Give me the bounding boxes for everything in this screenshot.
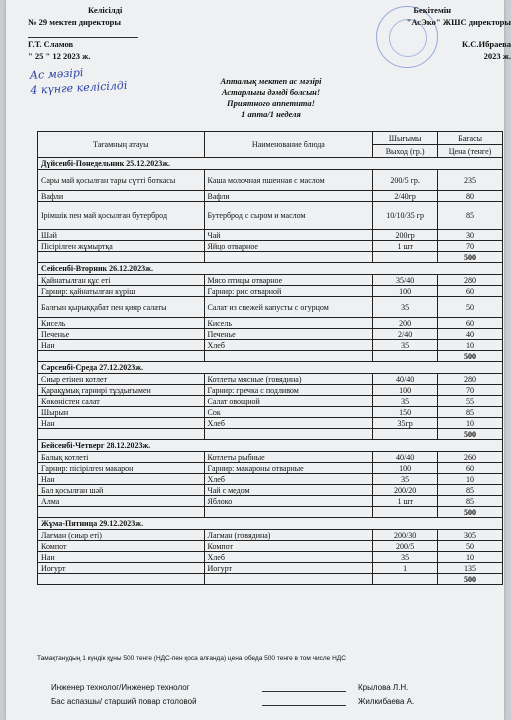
dish-price: 235 bbox=[438, 170, 503, 191]
dish-output: 35 bbox=[373, 340, 438, 351]
title-line-3: Приятного аппетита! bbox=[227, 98, 315, 108]
dish-name-ru: Салат овощной bbox=[204, 396, 373, 407]
header-output-ru: Выход (гр.) bbox=[373, 145, 438, 158]
dish-output: 35 bbox=[373, 396, 438, 407]
dish-name-ru: Компот bbox=[204, 541, 373, 552]
approved-date: 2023 ж. bbox=[483, 51, 511, 61]
menu-body bbox=[38, 158, 503, 585]
dish-output: 100 bbox=[373, 286, 438, 297]
menu-document bbox=[6, 0, 511, 720]
dish-output: 200 bbox=[373, 318, 438, 329]
table-row bbox=[38, 385, 503, 396]
header-output-kz: Шығымы bbox=[373, 132, 438, 145]
dish-price: 10 bbox=[438, 474, 503, 485]
company-director-name: К.С.Ибраева bbox=[461, 39, 511, 49]
dish-name-ru: Гарнир: макароны отварные bbox=[204, 463, 373, 474]
dish-name-ru: Котлеты мясные (говядина) bbox=[204, 374, 373, 385]
menu-title bbox=[156, 76, 386, 120]
dish-name-ru: Котлеты рыбные bbox=[204, 452, 373, 463]
table-row bbox=[38, 191, 503, 202]
header-price-kz: Бағасы bbox=[438, 132, 503, 145]
dish-price: 30 bbox=[438, 230, 503, 241]
dish-output: 35 bbox=[373, 474, 438, 485]
dish-output: 2/40гр bbox=[373, 191, 438, 202]
dish-price: 280 bbox=[438, 275, 503, 286]
dish-name-kz: Печенье bbox=[38, 329, 205, 340]
table-row bbox=[38, 452, 503, 463]
dish-name-kz: Пісірілген жұмыртқа bbox=[38, 241, 205, 252]
empty-cell bbox=[204, 351, 373, 362]
table-row bbox=[38, 241, 503, 252]
table-row bbox=[38, 496, 503, 507]
table-row bbox=[38, 297, 503, 318]
dish-output: 200/30 bbox=[373, 530, 438, 541]
signature-role-1: Инженер технолог/Инженер технолог bbox=[51, 683, 190, 692]
empty-cell bbox=[204, 252, 373, 263]
director-name: Г.Т. Сламов bbox=[28, 39, 74, 49]
signature-name-1: Крылова Л.Н. bbox=[358, 683, 409, 692]
dish-price: 50 bbox=[438, 297, 503, 318]
empty-cell bbox=[373, 351, 438, 362]
table-row bbox=[38, 541, 503, 552]
dish-output: 2/40 bbox=[373, 329, 438, 340]
dish-name-ru: Каша молочная пшенная с маслом bbox=[204, 170, 373, 191]
day-heading: Сейсенбі-Вторник 26.12.2023ж. bbox=[38, 263, 503, 275]
dish-output: 35 bbox=[373, 552, 438, 563]
dish-price: 70 bbox=[438, 241, 503, 252]
dish-name-ru: Чай с медом bbox=[204, 485, 373, 496]
table-row bbox=[38, 374, 503, 385]
dish-price: 135 bbox=[438, 563, 503, 574]
dish-name-kz: Балық котлеті bbox=[38, 452, 205, 463]
dish-name-kz: Нан bbox=[38, 474, 205, 485]
dish-name-ru: Хлеб bbox=[204, 552, 373, 563]
price-footnote: Тамақтанудың 1 күндік құны 500 тенге (НДС-пен қоса алғанда) цена обеда 500 тенге в том числе НДС bbox=[37, 655, 346, 662]
day-heading: Жұма-Пятница 29.12.2023ж. bbox=[38, 518, 503, 530]
dish-name-ru: Бутерброд с сыром и маслом bbox=[204, 202, 373, 230]
approved-label: Бекітемін bbox=[413, 5, 451, 15]
dish-name-ru: Яйцо отварное bbox=[204, 241, 373, 252]
table-row bbox=[38, 396, 503, 407]
dish-price: 50 bbox=[438, 541, 503, 552]
dish-name-ru: Хлеб bbox=[204, 418, 373, 429]
dish-output: 10/10/35 гр bbox=[373, 202, 438, 230]
dish-price: 60 bbox=[438, 318, 503, 329]
day-heading: Бейсенбі-Четверг 28.12.2023ж. bbox=[38, 440, 503, 452]
table-row bbox=[38, 463, 503, 474]
table-row bbox=[38, 275, 503, 286]
dish-output: 200/20 bbox=[373, 485, 438, 496]
dish-name-ru: Хлеб bbox=[204, 340, 373, 351]
day-total: 500 bbox=[438, 574, 503, 585]
dish-name-kz: Иогурт bbox=[38, 563, 205, 574]
empty-cell bbox=[373, 507, 438, 518]
dish-name-kz: Нан bbox=[38, 340, 205, 351]
dish-name-kz: Кисель bbox=[38, 318, 205, 329]
empty-cell bbox=[373, 574, 438, 585]
signature-line-2 bbox=[262, 705, 346, 706]
dish-name-kz: Нан bbox=[38, 552, 205, 563]
dish-name-ru: Кисель bbox=[204, 318, 373, 329]
dish-price: 60 bbox=[438, 286, 503, 297]
table-row bbox=[38, 230, 503, 241]
table-row bbox=[38, 202, 503, 230]
dish-output: 200/5 bbox=[373, 541, 438, 552]
dish-output: 100 bbox=[373, 385, 438, 396]
table-row bbox=[38, 407, 503, 418]
header-price-ru: Цена (тенге) bbox=[438, 145, 503, 158]
dish-output: 35 bbox=[373, 297, 438, 318]
dish-name-kz: Алма bbox=[38, 496, 205, 507]
table-row bbox=[38, 418, 503, 429]
dish-price: 60 bbox=[438, 463, 503, 474]
dish-name-kz: Гарнир: қайнатылған күріш bbox=[38, 286, 205, 297]
dish-output: 200гр bbox=[373, 230, 438, 241]
dish-price: 80 bbox=[438, 191, 503, 202]
dish-name-kz: Шәй bbox=[38, 230, 205, 241]
signature-line-1 bbox=[262, 691, 346, 692]
table-row bbox=[38, 170, 503, 191]
total-row bbox=[38, 252, 503, 263]
dish-output: 1 шт bbox=[373, 496, 438, 507]
dish-output: 40/40 bbox=[373, 374, 438, 385]
title-line-4: 1 апта/1 неделя bbox=[241, 109, 301, 119]
dish-name-kz: Балғын қырыққабат пен қияр салаты bbox=[38, 297, 205, 318]
empty-cell bbox=[204, 507, 373, 518]
total-row bbox=[38, 429, 503, 440]
dish-price: 10 bbox=[438, 552, 503, 563]
dish-name-ru: Гарнир: гречка с подливом bbox=[204, 385, 373, 396]
empty-cell bbox=[373, 429, 438, 440]
day-total: 500 bbox=[438, 429, 503, 440]
dish-price: 85 bbox=[438, 407, 503, 418]
table-row bbox=[38, 563, 503, 574]
dish-name-ru: Гарнир: рис отварной bbox=[204, 286, 373, 297]
dish-price: 10 bbox=[438, 340, 503, 351]
dish-name-ru: Мясо птицы отварное bbox=[204, 275, 373, 286]
dish-name-ru: Чай bbox=[204, 230, 373, 241]
day-total: 500 bbox=[438, 507, 503, 518]
dish-output: 35/40 bbox=[373, 275, 438, 286]
handwritten-line-2: 4 күнге келісілді bbox=[30, 78, 128, 97]
dish-output: 1 bbox=[373, 563, 438, 574]
table-row bbox=[38, 552, 503, 563]
total-row bbox=[38, 351, 503, 362]
dish-name-kz: Бал қосылған шәй bbox=[38, 485, 205, 496]
dish-name-kz: Ірімшік пен май қосылған бутерброд bbox=[38, 202, 205, 230]
signature-name-2: Жилкибаева А. bbox=[358, 697, 415, 706]
agreed-label: Келісілді bbox=[88, 5, 123, 15]
dish-price: 305 bbox=[438, 530, 503, 541]
header-dish-ru: Наименование блюда bbox=[204, 132, 373, 158]
table-row bbox=[38, 318, 503, 329]
empty-cell bbox=[38, 429, 205, 440]
table-row bbox=[38, 485, 503, 496]
dish-price: 260 bbox=[438, 452, 503, 463]
dish-name-kz: Компот bbox=[38, 541, 205, 552]
dish-name-ru: Яблоко bbox=[204, 496, 373, 507]
dish-name-kz: Көкөністен салат bbox=[38, 396, 205, 407]
dish-name-kz: Вафли bbox=[38, 191, 205, 202]
menu-table bbox=[37, 131, 503, 585]
header-dish-kz: Тағамның атауы bbox=[38, 132, 205, 158]
dish-price: 70 bbox=[438, 385, 503, 396]
dish-output: 100 bbox=[373, 463, 438, 474]
empty-cell bbox=[38, 574, 205, 585]
approval-block-right bbox=[361, 4, 511, 62]
day-heading: Дүйсенбі-Понедельник 25.12.2023ж. bbox=[38, 158, 503, 170]
title-line-2: Астарлығы дәмді болсын! bbox=[221, 87, 321, 97]
dish-name-ru: Печенье bbox=[204, 329, 373, 340]
table-row bbox=[38, 474, 503, 485]
empty-cell bbox=[38, 507, 205, 518]
dish-name-kz: Қарақұмық гарнирі тұздығымен bbox=[38, 385, 205, 396]
table-row bbox=[38, 530, 503, 541]
dish-price: 85 bbox=[438, 496, 503, 507]
day-total: 500 bbox=[438, 351, 503, 362]
handwritten-line-1: Ас мәзірі bbox=[29, 66, 84, 82]
empty-cell bbox=[38, 351, 205, 362]
dish-price: 40 bbox=[438, 329, 503, 340]
signature-line bbox=[28, 28, 228, 38]
empty-cell bbox=[38, 252, 205, 263]
dish-name-kz: Гарнир: пісірілген макарон bbox=[38, 463, 205, 474]
dish-output: 35гр bbox=[373, 418, 438, 429]
school-director-label: № 29 мектеп директоры bbox=[28, 17, 121, 27]
dish-price: 10 bbox=[438, 418, 503, 429]
signature-role-2: Бас аспазшы/ старший повар столовой bbox=[51, 697, 197, 706]
approval-block-left bbox=[28, 4, 228, 62]
dish-price: 85 bbox=[438, 202, 503, 230]
dish-name-kz: Қайнатылған құс еті bbox=[38, 275, 205, 286]
dish-name-kz: Сиыр етінен котлет bbox=[38, 374, 205, 385]
dish-name-ru: Лагман (говядина) bbox=[204, 530, 373, 541]
company-director-label: "АсЭко" ЖШС директоры bbox=[406, 17, 511, 27]
dish-name-kz: Лағман (сиыр еті) bbox=[38, 530, 205, 541]
dish-output: 200/5 гр. bbox=[373, 170, 438, 191]
dish-name-kz: Сары май қосылған тары сүтті боткасы bbox=[38, 170, 205, 191]
total-row bbox=[38, 507, 503, 518]
total-row bbox=[38, 574, 503, 585]
dish-price: 280 bbox=[438, 374, 503, 385]
dish-name-kz: Шырын bbox=[38, 407, 205, 418]
day-total: 500 bbox=[438, 252, 503, 263]
dish-output: 1 шт bbox=[373, 241, 438, 252]
title-line-1: Апталық мектеп ас мәзірі bbox=[220, 76, 322, 86]
dish-output: 150 bbox=[373, 407, 438, 418]
dish-name-ru: Вафли bbox=[204, 191, 373, 202]
dish-name-ru: Салат из свежей капусты с огурцом bbox=[204, 297, 373, 318]
table-row bbox=[38, 286, 503, 297]
dish-price: 85 bbox=[438, 485, 503, 496]
dish-name-ru: Сок bbox=[204, 407, 373, 418]
dish-name-ru: Хлеб bbox=[204, 474, 373, 485]
table-row bbox=[38, 329, 503, 340]
dish-output: 40/40 bbox=[373, 452, 438, 463]
empty-cell bbox=[204, 429, 373, 440]
agreed-date: " 25 " 12 2023 ж. bbox=[28, 51, 91, 61]
empty-cell bbox=[204, 574, 373, 585]
dish-name-kz: Нан bbox=[38, 418, 205, 429]
table-row bbox=[38, 340, 503, 351]
day-heading: Сәрсенбі-Среда 27.12.2023ж. bbox=[38, 362, 503, 374]
dish-price: 55 bbox=[438, 396, 503, 407]
empty-cell bbox=[373, 252, 438, 263]
dish-name-ru: Иогурт bbox=[204, 563, 373, 574]
